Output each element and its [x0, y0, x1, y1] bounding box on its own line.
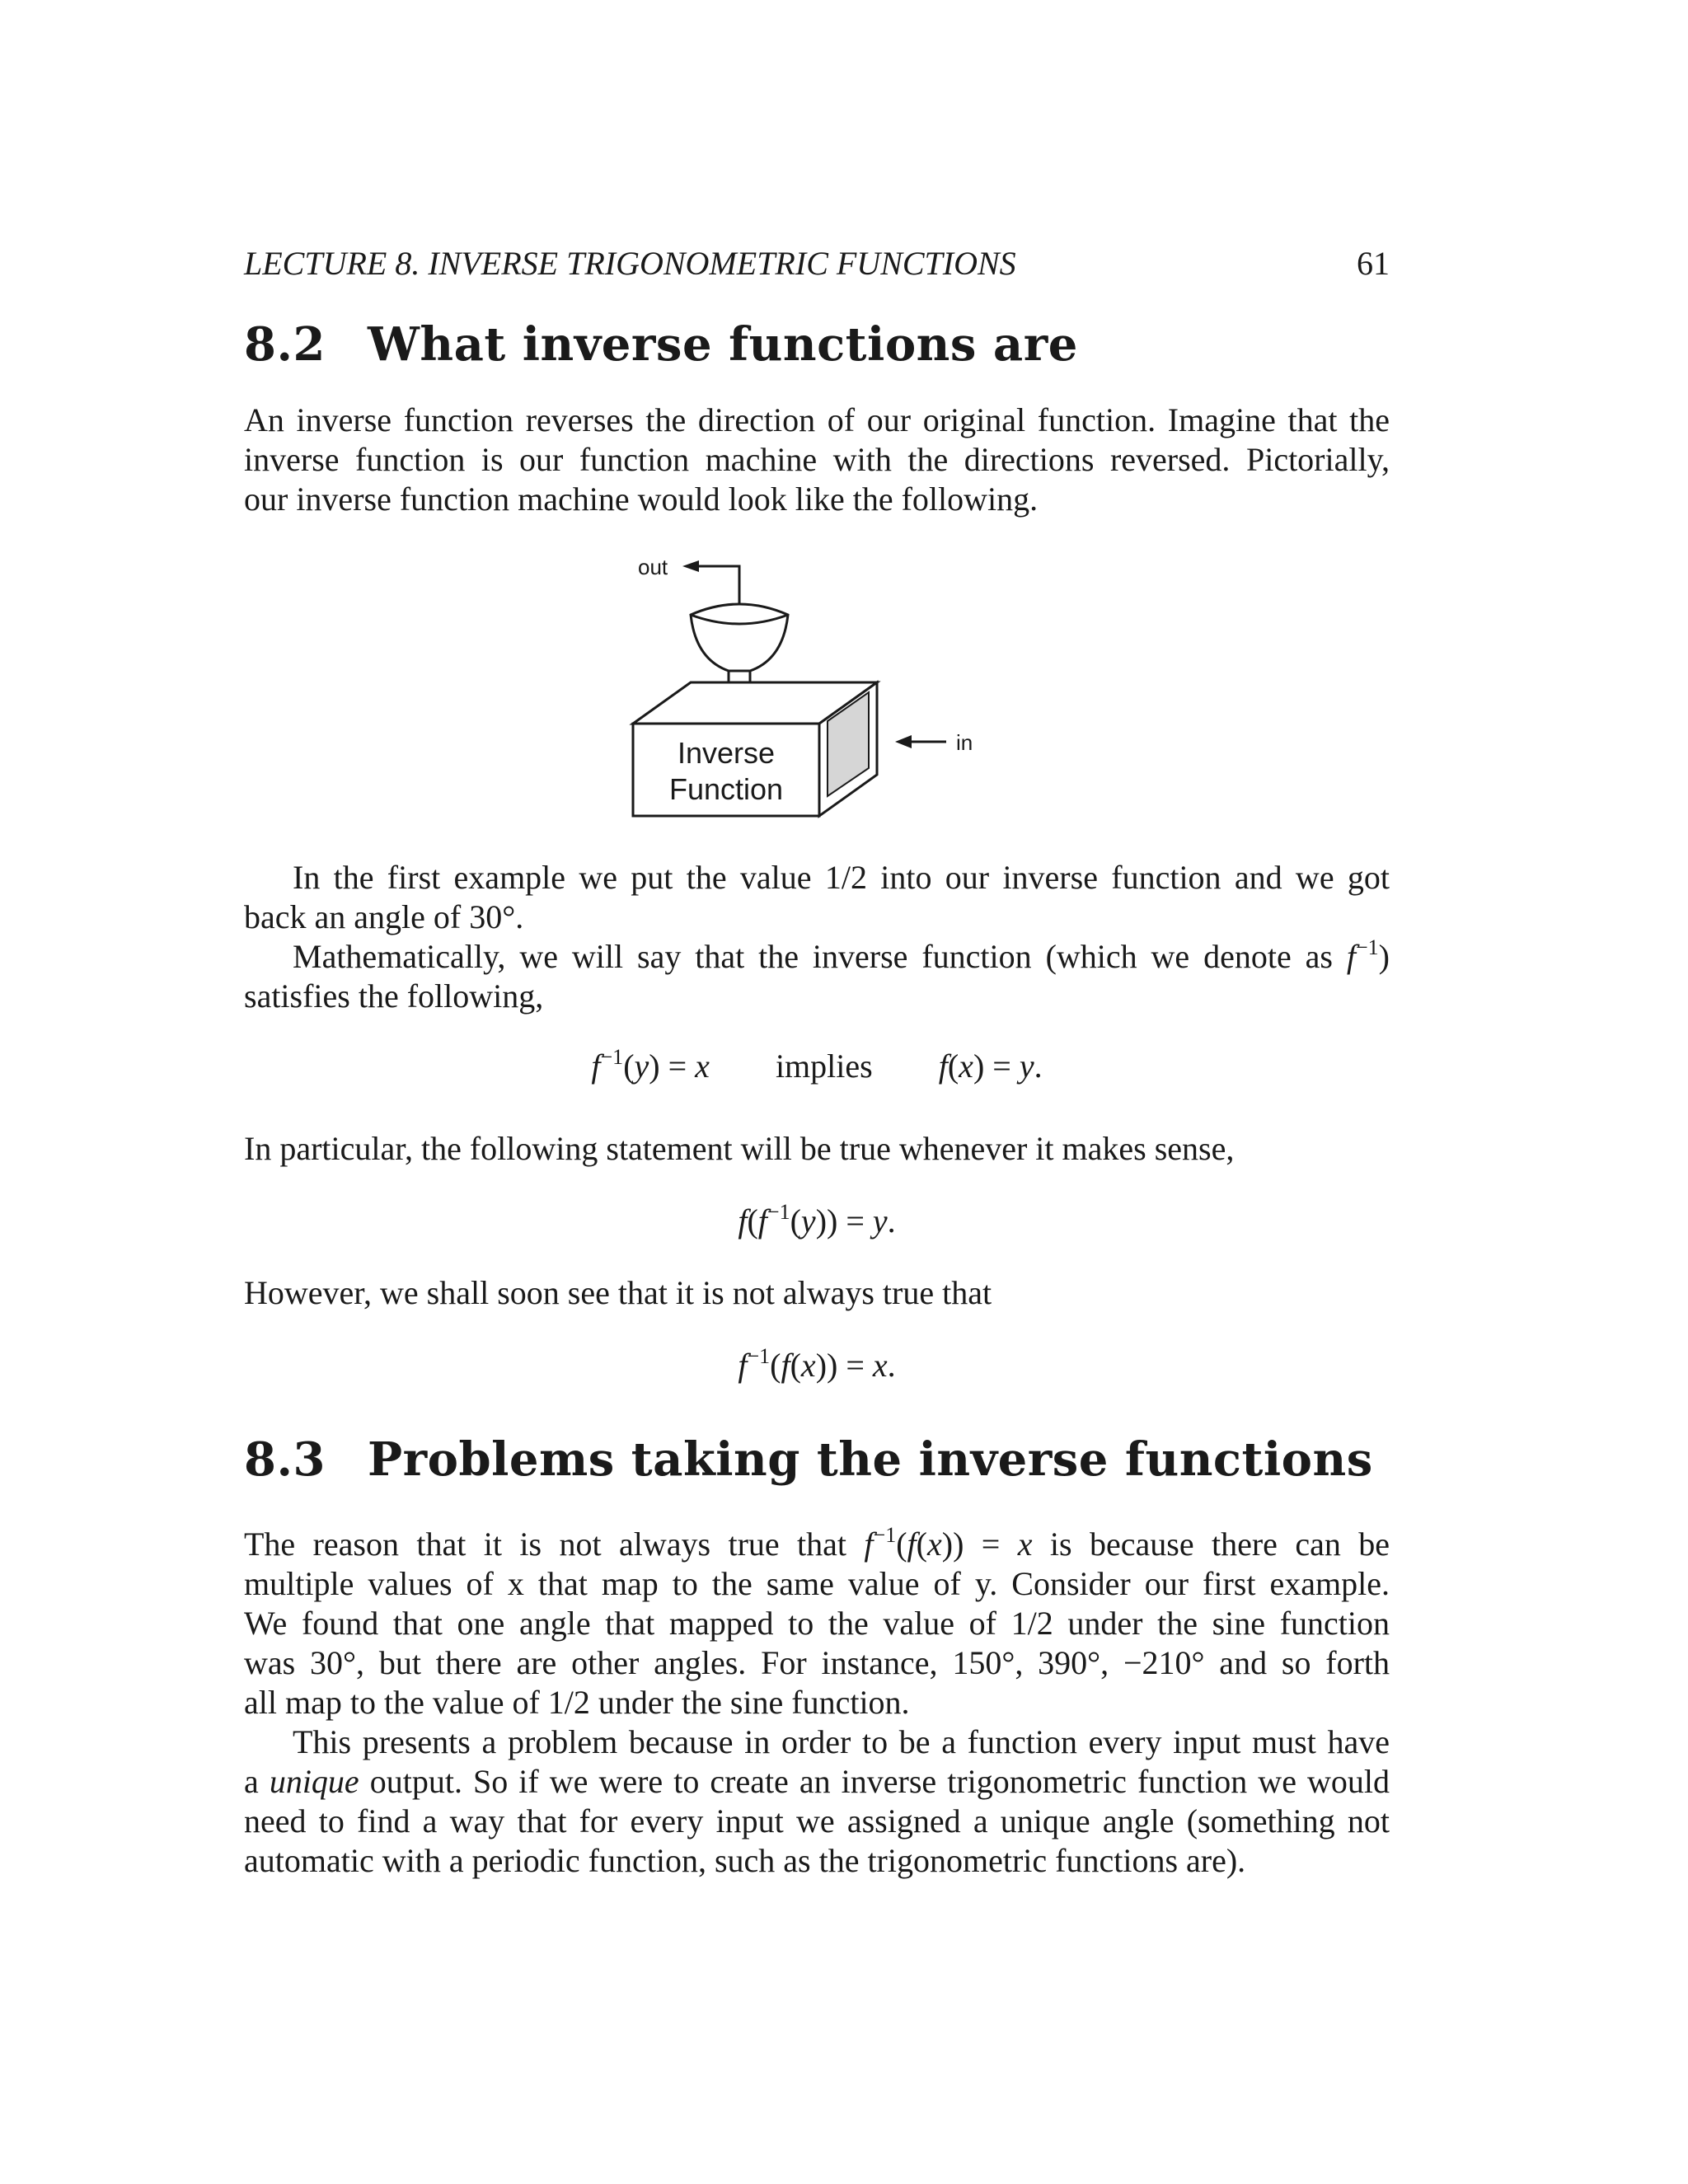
inline-text: Mathematically, we will say that the inverse function (which we denote as	[293, 938, 1347, 975]
text-line: back an angle of 30°.	[244, 898, 524, 935]
equation-implies: $f^{-1}(y) = x$ implies f(x) = y.	[591, 1045, 1043, 1085]
text-line: An inverse function reverses the direction of our original function. Imagine that the	[244, 401, 1390, 438]
inline-text: The reason that it is not always true that	[244, 1526, 865, 1563]
section-title: What inverse functions are	[368, 317, 1078, 372]
text-line	[244, 1762, 1390, 1802]
section-title: Problems taking the inverse functions	[368, 1432, 1373, 1487]
machine-diagram	[626, 544, 1006, 841]
in-label: in	[956, 730, 973, 755]
inline-text: output. So if we were to create an inverse trigonometric function we would	[359, 1763, 1390, 1800]
inline-math-exponent: −1	[873, 1523, 897, 1547]
running-title: LECTURE 8. INVERSE TRIGONOMETRIC FUNCTIONS	[244, 245, 1016, 282]
text-line: satisfies the following,	[244, 977, 544, 1015]
paragraph-problems	[244, 1525, 1390, 1881]
out-arrow-line	[699, 566, 739, 603]
inline-text: )	[1378, 938, 1390, 975]
paragraph-however	[244, 1273, 1390, 1313]
text-line: In the first example we put the value 1/2 into our inverse function and we got	[293, 859, 1390, 896]
funnel-bowl	[691, 604, 788, 671]
out-label: out	[638, 555, 668, 579]
paragraph-first-example	[244, 858, 1390, 937]
text-line: multiple values of x that map to the same value of y. Consider our first example.	[244, 1565, 1390, 1602]
text-line: This presents a problem because in order to be a function every input must have	[293, 1723, 1390, 1760]
box-label-line2: Function	[668, 772, 784, 806]
text-line: However, we shall soon see that it is not always true that	[244, 1274, 992, 1311]
inline-text: a	[244, 1763, 270, 1800]
box-label-line1: Inverse	[677, 736, 776, 770]
inline-math-f-inverse: f	[1346, 938, 1356, 975]
running-header	[244, 244, 1390, 283]
inline-math: f	[864, 1526, 874, 1563]
text-line: We found that one angle that mapped to the value of 1/2 under the sine function	[244, 1605, 1390, 1642]
page-number: 61	[1357, 245, 1390, 282]
text-line: inverse function is our function machine with the directions reversed. Pictorially,	[244, 441, 1390, 478]
text-line: was 30°, but there are other angles. For instance, 150°, 390°, −210° and so forth	[244, 1644, 1390, 1681]
intro-paragraph	[244, 401, 1390, 519]
inline-text: is because there can be	[1032, 1526, 1390, 1563]
text-line: our inverse function machine would look like the following.	[244, 480, 1039, 518]
text-line	[244, 937, 1390, 977]
paragraph-mathematically	[244, 937, 1390, 1016]
paragraph-in-particular	[244, 1129, 1390, 1169]
text-line: all map to the value of 1/2 under the sine function.	[244, 1684, 910, 1721]
equation-f-inverse-of-f: $f^{-1}(f(x)) = x$.	[738, 1344, 896, 1384]
section-heading-8-2	[244, 317, 1078, 372]
text-line: automatic with a periodic function, such as the trigonometric functions are).	[244, 1842, 1246, 1879]
text-line: need to find a way that for every input we assigned a unique angle (something not	[244, 1802, 1390, 1840]
equation-f-of-f-inverse: $f(f^{-1}(y)) = y$.	[738, 1200, 896, 1240]
equation-word: implies	[775, 1047, 873, 1085]
emphasis-unique: unique	[269, 1763, 359, 1800]
inline-math: (f(x)) = x	[896, 1526, 1033, 1563]
section-number: 8.2	[244, 317, 326, 372]
inline-math-exponent: −1	[1356, 935, 1379, 959]
in-arrow-head	[895, 735, 912, 748]
section-heading-8-3	[244, 1432, 1373, 1487]
out-arrow-head	[682, 560, 699, 572]
text-line	[244, 1525, 1390, 1564]
inverse-function-machine-figure	[626, 544, 1006, 841]
text-line: In particular, the following statement will be true whenever it makes sense,	[244, 1130, 1235, 1167]
section-number: 8.3	[244, 1432, 326, 1487]
